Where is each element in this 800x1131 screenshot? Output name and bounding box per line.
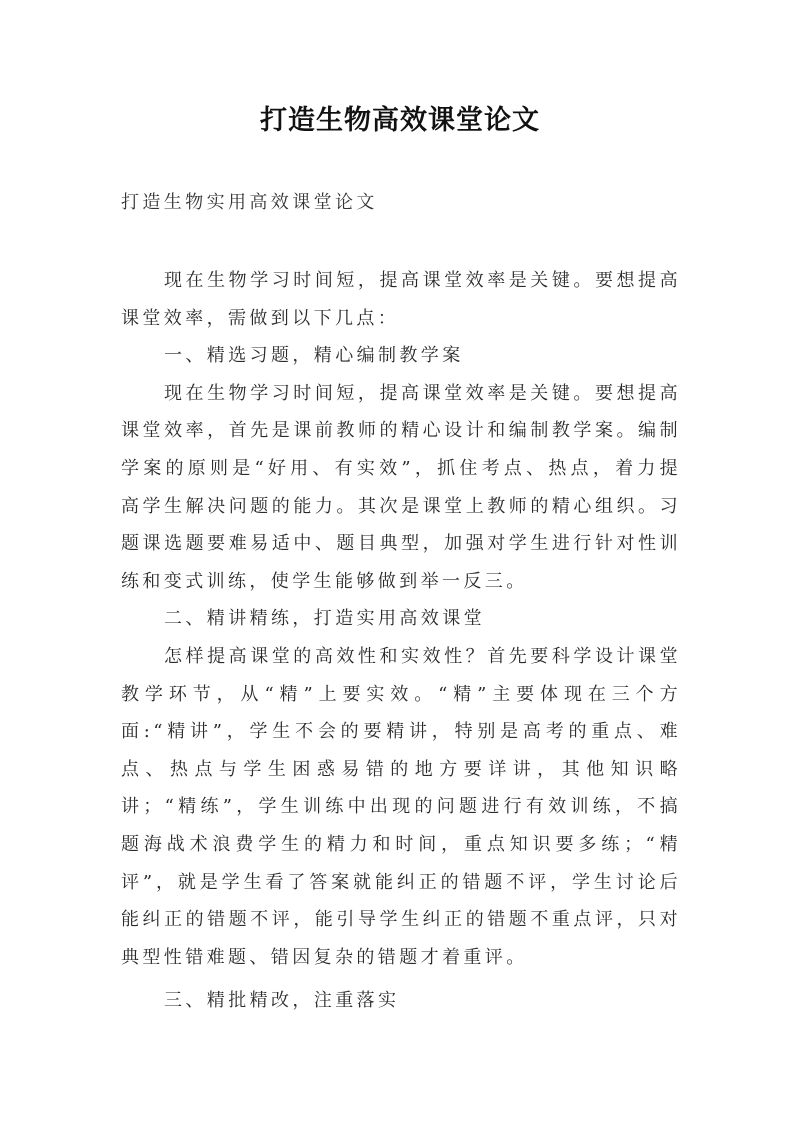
section-heading-2: 二、精讲精练，打造实用高效课堂 <box>164 608 485 630</box>
document-body <box>121 262 681 1020</box>
document-subtitle: 打造生物实用高效课堂论文 <box>121 192 378 213</box>
section-2-paragraph: 怎样提高课堂的高效性和实效性？首先要科学设计课堂教学环节，从“精”上要实效。“精”主要体现在三个方面:“精讲”，学生不会的要精讲，特别是高考的重点、难点、热点与学生困惑易错的地方要详讲，其他知识略讲；“精练”，学生训练中出现的问题进行有效训练，不搞题海战术浪费学生的精力和时间，重点知识要多练；“精评”，就是学生看了答案就能纠正的错题不评，学生讨论后能纠正的错题不评，能引导学生纠正的错题不重点评，只对典型性错难题、错因复杂的错题才着重评。 <box>121 645 681 968</box>
section-1-paragraph: 现在生物学习时间短，提高课堂效率是关键。要想提高课堂效率，首先是课前教师的精心设计和编制教学案。编制学案的原则是“好用、有实效”，抓住考点、热点，着力提高学生解决问题的能力。其次是课堂上教师的精心组织。习题课选题要难易适中、题目典型，加强对学生进行针对性训练和变式训练，使学生能够做到举一反三。 <box>121 382 681 592</box>
section-heading-3: 三、精批精改，注重落实 <box>164 990 400 1012</box>
document-title: 打造生物高效课堂论文 <box>260 105 540 136</box>
intro-paragraph: 现在生物学习时间短，提高课堂效率是关键。要想提高课堂效率，需做到以下几点： <box>121 270 681 329</box>
section-heading-1: 一、精选习题，精心编制教学案 <box>164 345 464 367</box>
